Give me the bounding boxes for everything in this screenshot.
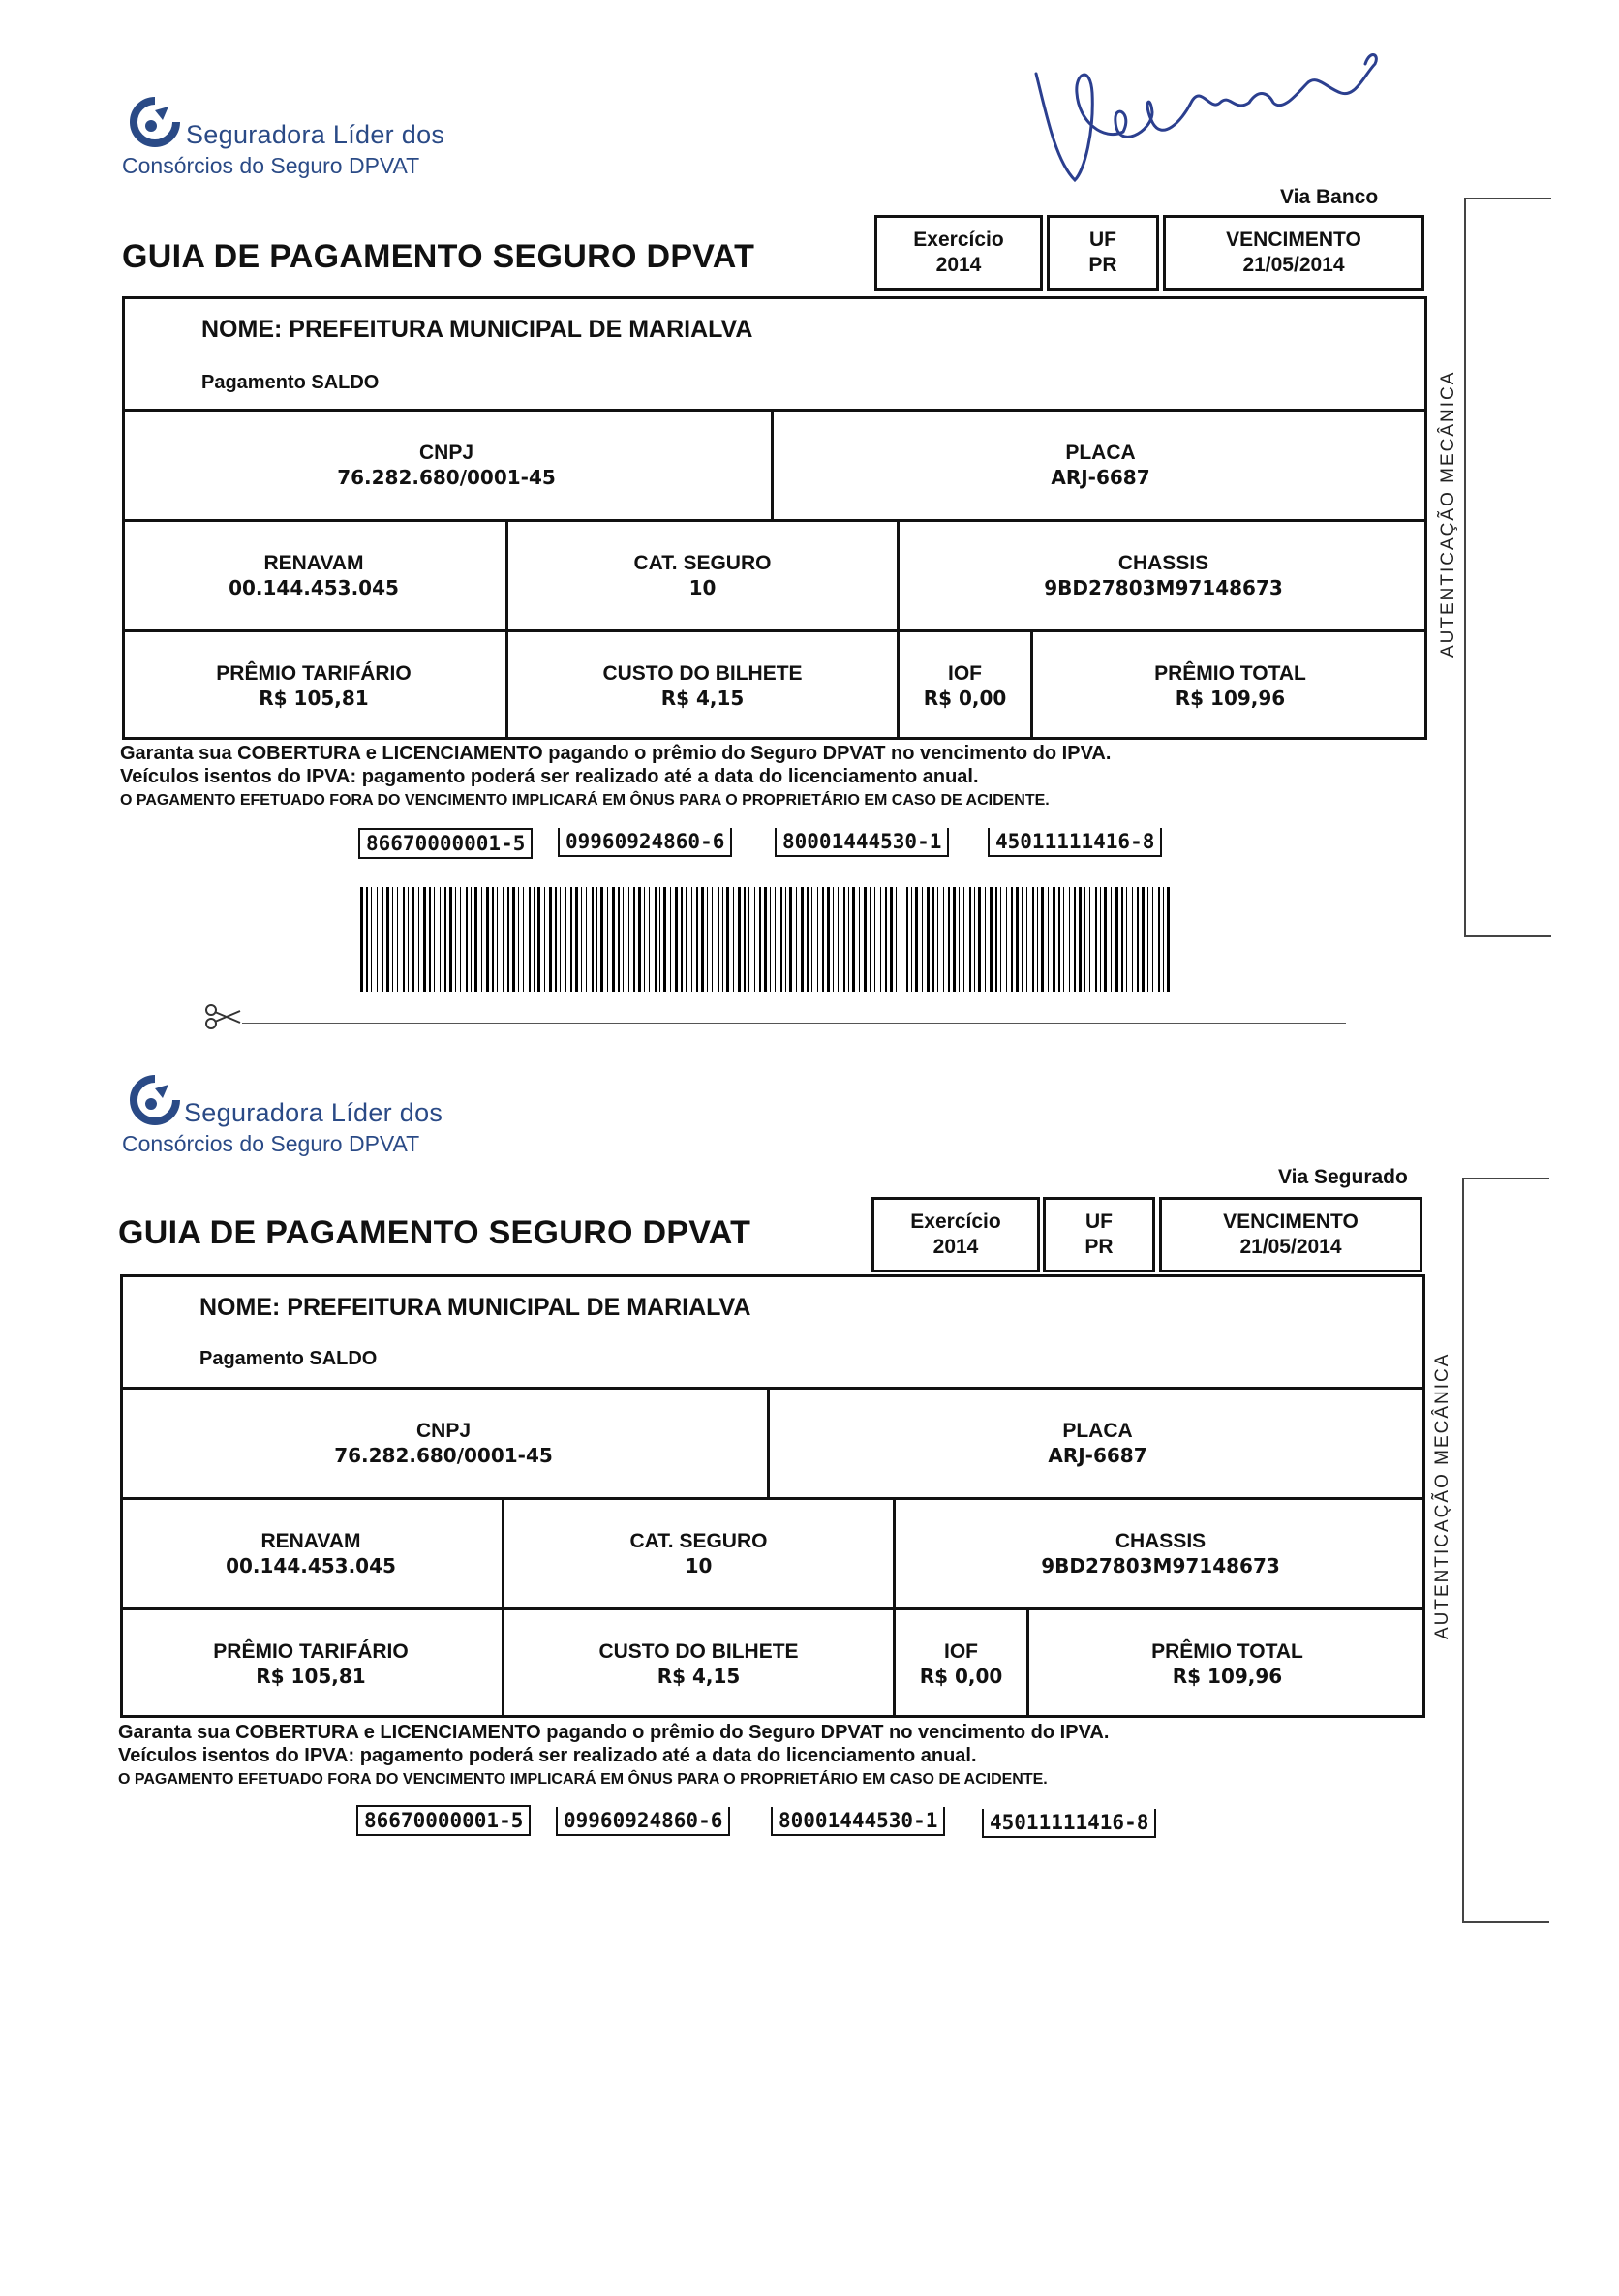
barcode-bar bbox=[896, 887, 897, 992]
placa-value: ARJ-6687 bbox=[1048, 1444, 1147, 1468]
barcode-bar bbox=[655, 887, 657, 992]
barcode-bar bbox=[518, 887, 519, 992]
chassis-cell bbox=[896, 1500, 1425, 1607]
barcode-bar bbox=[770, 887, 771, 992]
barcode-bar bbox=[807, 887, 809, 992]
premio-total-label: PRÊMIO TOTAL bbox=[1154, 661, 1306, 685]
custo-bilhete-label: CUSTO DO BILHETE bbox=[598, 1639, 799, 1663]
barcode-bar bbox=[927, 887, 930, 992]
barcode-bar bbox=[570, 887, 572, 992]
barcode-bar bbox=[754, 887, 755, 992]
barcode-bar bbox=[628, 887, 629, 992]
barcode-bar bbox=[1084, 887, 1085, 992]
pagamento-field: Pagamento SALDO bbox=[199, 1348, 378, 1369]
custo-bilhete-cell bbox=[504, 1610, 893, 1718]
placa-value: ARJ-6687 bbox=[1051, 466, 1150, 490]
barcode-bar bbox=[780, 887, 782, 992]
barcode-bar bbox=[612, 887, 615, 992]
barcode-bar bbox=[549, 887, 552, 992]
custo-bilhete-value: R$ 4,15 bbox=[657, 1665, 741, 1689]
chassis-cell bbox=[900, 522, 1427, 629]
cnpj-value: 76.282.680/0001-45 bbox=[334, 1444, 553, 1468]
notice-isentos: Veículos isentos do IPVA: pagamento poderá ser realizado até a data do licenciamento anual. bbox=[120, 766, 979, 787]
digitable-field-1: 86670000001-5 bbox=[358, 828, 533, 859]
barcode-bar bbox=[822, 887, 824, 992]
digitable-field-3: 80001444530-1 bbox=[771, 1807, 945, 1836]
nome-field: NOME: PREFEITURA MUNICIPAL DE MARIALVA bbox=[201, 316, 753, 343]
autenticacao-label: AUTENTICAÇÃO MECÂNICA bbox=[1438, 370, 1458, 658]
barcode-bar bbox=[1032, 887, 1034, 992]
digitable-field-4: 45011111416-8 bbox=[982, 1809, 1156, 1838]
chassis-value: 9BD27803M97148673 bbox=[1044, 576, 1283, 600]
barcode-bar bbox=[943, 887, 944, 992]
barcode-bar bbox=[592, 887, 594, 992]
digitable-field-3: 80001444530-1 bbox=[775, 828, 949, 857]
company-name: Seguradora Líder dos bbox=[186, 120, 445, 149]
barcode-bar bbox=[1163, 887, 1164, 992]
cnpj-label: CNPJ bbox=[418, 441, 474, 464]
exercicio-value: 2014 bbox=[932, 1236, 979, 1258]
barcode-bar bbox=[733, 887, 734, 992]
vencimento-label: VENCIMENTO bbox=[1223, 1209, 1359, 1233]
barcode-bar bbox=[418, 887, 419, 992]
barcode-bar bbox=[555, 887, 557, 992]
barcode-bar bbox=[392, 887, 393, 992]
uf-label: UF bbox=[1089, 228, 1116, 251]
barcode-bar bbox=[565, 887, 566, 992]
barcode-bar bbox=[581, 887, 582, 992]
barcode-bar bbox=[1121, 887, 1123, 992]
barcode-bar bbox=[785, 887, 786, 992]
premio-total-cell bbox=[1033, 632, 1427, 740]
barcode-bar bbox=[848, 887, 849, 992]
barcode-bar bbox=[995, 887, 997, 992]
barcode-bar bbox=[1142, 887, 1145, 992]
barcode-bar bbox=[408, 887, 409, 992]
premio-total-value: R$ 109,96 bbox=[1172, 1665, 1283, 1689]
renavam-cell bbox=[120, 1500, 502, 1607]
iof-label: IOF bbox=[948, 661, 982, 685]
cat-seguro-cell bbox=[504, 1500, 893, 1607]
barcode-bar bbox=[638, 887, 641, 992]
cut-line bbox=[242, 1023, 1346, 1024]
barcode-bar bbox=[1167, 887, 1170, 992]
premio-total-value: R$ 109,96 bbox=[1175, 687, 1286, 711]
barcode-bar bbox=[744, 887, 746, 992]
via-label: Via Segurado bbox=[1278, 1166, 1408, 1188]
cnpj-value: 76.282.680/0001-45 bbox=[337, 466, 556, 490]
barcode-bar bbox=[544, 887, 545, 992]
barcode-bar bbox=[1152, 887, 1153, 992]
barcode-bar bbox=[801, 887, 804, 992]
iof-label: IOF bbox=[944, 1639, 978, 1663]
iof-cell bbox=[896, 1610, 1026, 1718]
premio-total-cell bbox=[1029, 1610, 1425, 1718]
barcode-bar bbox=[644, 887, 645, 992]
vencimento-box bbox=[1159, 1197, 1422, 1272]
barcode-bar bbox=[838, 887, 839, 992]
barcode-bar bbox=[833, 887, 834, 992]
barcode-bar bbox=[449, 887, 452, 992]
barcode-bar bbox=[722, 887, 723, 992]
exercicio-label: Exercício bbox=[910, 1209, 1001, 1233]
barcode-bar bbox=[1048, 887, 1049, 992]
barcode-bar bbox=[827, 887, 830, 992]
barcode-bar bbox=[959, 887, 960, 992]
barcode-bar bbox=[1069, 887, 1070, 992]
barcode-bar bbox=[1111, 887, 1112, 992]
barcode-bar bbox=[843, 887, 845, 992]
barcode-bar bbox=[537, 887, 540, 992]
iof-cell bbox=[900, 632, 1030, 740]
barcode-bar bbox=[412, 887, 414, 992]
uf-box bbox=[1043, 1197, 1155, 1272]
barcode-bar bbox=[481, 887, 482, 992]
barcode-bar bbox=[707, 887, 708, 992]
barcode-bar bbox=[471, 887, 472, 992]
exercicio-box bbox=[874, 215, 1043, 291]
barcode-bar bbox=[1126, 887, 1127, 992]
notice-cobertura: Garanta sua COBERTURA e LICENCIAMENTO pagando o prêmio do Seguro DPVAT no vencimento do IPVA. bbox=[118, 1722, 1110, 1743]
uf-box bbox=[1047, 215, 1159, 291]
barcode-bar bbox=[586, 887, 587, 992]
barcode bbox=[360, 887, 1170, 992]
cnpj-cell bbox=[122, 412, 771, 519]
cnpj-label: CNPJ bbox=[415, 1419, 472, 1442]
barcode-bar bbox=[1063, 887, 1064, 992]
barcode-bar bbox=[963, 887, 964, 992]
digitable-field-4: 45011111416-8 bbox=[988, 828, 1162, 857]
barcode-bar bbox=[953, 887, 956, 992]
barcode-bar bbox=[497, 887, 498, 992]
exercicio-value: 2014 bbox=[935, 254, 982, 276]
barcode-bar bbox=[492, 887, 494, 992]
exercicio-label: Exercício bbox=[913, 228, 1004, 251]
barcode-bar bbox=[663, 887, 666, 992]
barcode-bar bbox=[460, 887, 461, 992]
barcode-bar bbox=[990, 887, 993, 992]
premio-tarifario-cell bbox=[122, 632, 505, 740]
chassis-value: 9BD27803M97148673 bbox=[1041, 1554, 1280, 1578]
barcode-bar bbox=[718, 887, 719, 992]
cat-seguro-cell bbox=[508, 522, 897, 629]
barcode-bar bbox=[1095, 887, 1097, 992]
barcode-bar bbox=[985, 887, 986, 992]
barcode-bar bbox=[466, 887, 468, 992]
notice-isentos: Veículos isentos do IPVA: pagamento poderá ser realizado até a data do licenciamento anual. bbox=[118, 1745, 977, 1766]
barcode-bar bbox=[618, 887, 620, 992]
barcode-bar bbox=[386, 887, 389, 992]
barcode-bar bbox=[691, 887, 692, 992]
barcode-bar bbox=[659, 887, 660, 992]
barcode-bar bbox=[1000, 887, 1001, 992]
company-subtitle: Consórcios do Seguro DPVAT bbox=[122, 1131, 420, 1156]
barcode-bar bbox=[1137, 887, 1139, 992]
barcode-bar bbox=[1074, 887, 1076, 992]
uf-value: PR bbox=[1084, 1236, 1114, 1258]
iof-value: R$ 0,00 bbox=[919, 1665, 1003, 1689]
renavam-cell bbox=[122, 522, 505, 629]
barcode-bar bbox=[560, 887, 561, 992]
barcode-bar bbox=[507, 887, 509, 992]
barcode-bar bbox=[512, 887, 515, 992]
barcode-bar bbox=[444, 887, 446, 992]
barcode-bar bbox=[403, 887, 405, 992]
uf-label: UF bbox=[1085, 1209, 1113, 1233]
barcode-bar bbox=[1041, 887, 1044, 992]
scissors-icon bbox=[203, 1003, 242, 1030]
barcode-bar bbox=[1011, 887, 1013, 992]
placa-cell bbox=[770, 1390, 1425, 1497]
notice-fora-vencimento: O PAGAMENTO EFETUADO FORA DO VENCIMENTO IMPLICARÁ EM ÔNUS PARA O PROPRIETÁRIO EM CASO DE ACIDENTE. bbox=[120, 792, 1050, 809]
barcode-bar bbox=[486, 887, 489, 992]
barcode-bar bbox=[523, 887, 524, 992]
barcode-bar bbox=[1104, 887, 1107, 992]
vencimento-label: VENCIMENTO bbox=[1226, 228, 1361, 251]
digitable-field-2: 09960924860-6 bbox=[556, 1807, 730, 1836]
barcode-bar bbox=[864, 887, 867, 992]
barcode-bar bbox=[529, 887, 531, 992]
barcode-bar bbox=[775, 887, 776, 992]
barcode-bar bbox=[974, 887, 975, 992]
seguradora-logo-icon bbox=[130, 1075, 180, 1125]
barcode-bar bbox=[366, 887, 368, 992]
uf-value: PR bbox=[1088, 254, 1117, 276]
placa-label: PLACA bbox=[1062, 1419, 1133, 1442]
barcode-bar bbox=[607, 887, 608, 992]
chassis-label: CHASSIS bbox=[1117, 551, 1209, 574]
company-name: Seguradora Líder dos bbox=[184, 1098, 443, 1127]
placa-cell bbox=[774, 412, 1427, 519]
renavam-value: 00.144.453.045 bbox=[229, 576, 399, 600]
barcode-bar bbox=[796, 887, 797, 992]
barcode-bar bbox=[670, 887, 671, 992]
barcode-bar bbox=[859, 887, 860, 992]
barcode-bar bbox=[1006, 887, 1007, 992]
barcode-bar bbox=[1053, 887, 1055, 992]
digitable-field-1: 86670000001-5 bbox=[356, 1805, 531, 1836]
barcode-bar bbox=[503, 887, 504, 992]
barcode-bar bbox=[1100, 887, 1101, 992]
barcode-bar bbox=[1016, 887, 1019, 992]
barcode-bar bbox=[1147, 887, 1148, 992]
barcode-bar bbox=[937, 887, 938, 992]
barcode-bar bbox=[890, 887, 893, 992]
barcode-bar bbox=[423, 887, 426, 992]
barcode-bar bbox=[397, 887, 398, 992]
barcode-bar bbox=[623, 887, 624, 992]
barcode-bar bbox=[1058, 887, 1060, 992]
seguradora-logo-icon bbox=[130, 97, 180, 147]
barcode-bar bbox=[371, 887, 372, 992]
barcode-bar bbox=[852, 887, 855, 992]
barcode-bar bbox=[596, 887, 597, 992]
barcode-bar bbox=[1026, 887, 1027, 992]
barcode-bar bbox=[885, 887, 887, 992]
barcode-bar bbox=[1089, 887, 1090, 992]
barcode-bar bbox=[377, 887, 378, 992]
barcode-bar bbox=[712, 887, 713, 992]
premio-tarifario-cell bbox=[120, 1610, 502, 1718]
renavam-label: RENAVAM bbox=[263, 551, 364, 574]
barcode-bar bbox=[748, 887, 749, 992]
barcode-bar bbox=[696, 887, 698, 992]
barcode-bar bbox=[911, 887, 912, 992]
signature bbox=[1007, 35, 1530, 190]
barcode-bar bbox=[922, 887, 923, 992]
renavam-label: RENAVAM bbox=[260, 1529, 361, 1552]
barcode-bar bbox=[759, 887, 761, 992]
barcode-bar bbox=[789, 887, 792, 992]
barcode-bar bbox=[429, 887, 431, 992]
custo-bilhete-value: R$ 4,15 bbox=[660, 687, 745, 711]
barcode-bar bbox=[701, 887, 704, 992]
premio-total-label: PRÊMIO TOTAL bbox=[1151, 1639, 1303, 1663]
barcode-bar bbox=[738, 887, 741, 992]
autenticacao-bracket bbox=[1464, 198, 1551, 937]
premio-tarifario-label: PRÊMIO TARIFÁRIO bbox=[216, 661, 412, 685]
barcode-bar bbox=[874, 887, 875, 992]
barcode-bar bbox=[1115, 887, 1118, 992]
barcode-bar bbox=[948, 887, 950, 992]
barcode-bar bbox=[534, 887, 535, 992]
notice-fora-vencimento: O PAGAMENTO EFETUADO FORA DO VENCIMENTO IMPLICARÁ EM ÔNUS PARA O PROPRIETÁRIO EM CASO DE ACIDENTE. bbox=[118, 1771, 1048, 1788]
cnpj-cell bbox=[120, 1390, 767, 1497]
barcode-bar bbox=[360, 887, 363, 992]
barcode-bar bbox=[870, 887, 871, 992]
barcode-bar bbox=[681, 887, 683, 992]
barcode-bar bbox=[434, 887, 435, 992]
cat-seguro-label: CAT. SEGURO bbox=[633, 551, 772, 574]
barcode-bar bbox=[382, 887, 383, 992]
autenticacao-label: AUTENTICAÇÃO MECÂNICA bbox=[1432, 1352, 1452, 1639]
barcode-bar bbox=[932, 887, 934, 992]
cat-seguro-value: 10 bbox=[688, 576, 717, 600]
barcode-bar bbox=[474, 887, 477, 992]
barcode-bar bbox=[440, 887, 441, 992]
page-title: GUIA DE PAGAMENTO SEGURO DPVAT bbox=[118, 1214, 751, 1251]
barcode-bar bbox=[649, 887, 650, 992]
barcode-bar bbox=[1132, 887, 1133, 992]
barcode-bar bbox=[1079, 887, 1082, 992]
barcode-bar bbox=[575, 887, 578, 992]
barcode-bar bbox=[686, 887, 687, 992]
barcode-bar bbox=[455, 887, 456, 992]
premio-tarifario-value: R$ 105,81 bbox=[256, 1665, 366, 1689]
barcode-bar bbox=[1158, 887, 1160, 992]
barcode-bar bbox=[1037, 887, 1038, 992]
cat-seguro-label: CAT. SEGURO bbox=[629, 1529, 768, 1552]
nome-field: NOME: PREFEITURA MUNICIPAL DE MARIALVA bbox=[199, 1294, 751, 1321]
vencimento-box bbox=[1163, 215, 1424, 291]
barcode-bar bbox=[978, 887, 981, 992]
barcode-bar bbox=[633, 887, 635, 992]
cat-seguro-value: 10 bbox=[685, 1554, 713, 1578]
notice-cobertura: Garanta sua COBERTURA e LICENCIAMENTO pagando o prêmio do Seguro DPVAT no vencimento do IPVA. bbox=[120, 743, 1112, 764]
custo-bilhete-label: CUSTO DO BILHETE bbox=[602, 661, 803, 685]
barcode-bar bbox=[675, 887, 678, 992]
barcode-bar bbox=[600, 887, 603, 992]
exercicio-box bbox=[871, 1197, 1040, 1272]
barcode-bar bbox=[811, 887, 812, 992]
barcode-bar bbox=[915, 887, 918, 992]
chassis-label: CHASSIS bbox=[1115, 1529, 1207, 1552]
barcode-bar bbox=[726, 887, 729, 992]
autenticacao-bracket bbox=[1462, 1178, 1549, 1923]
barcode-bar bbox=[1022, 887, 1023, 992]
vencimento-value: 21/05/2014 bbox=[1239, 1236, 1342, 1258]
barcode-bar bbox=[880, 887, 881, 992]
via-label: Via Banco bbox=[1280, 186, 1379, 208]
barcode-bar bbox=[969, 887, 971, 992]
barcode-bar bbox=[817, 887, 818, 992]
custo-bilhete-cell bbox=[508, 632, 897, 740]
barcode-bar bbox=[764, 887, 767, 992]
premio-tarifario-value: R$ 105,81 bbox=[259, 687, 369, 711]
premio-tarifario-label: PRÊMIO TARIFÁRIO bbox=[213, 1639, 409, 1663]
pagamento-field: Pagamento SALDO bbox=[201, 372, 380, 393]
company-subtitle: Consórcios do Seguro DPVAT bbox=[122, 153, 420, 178]
renavam-value: 00.144.453.045 bbox=[226, 1554, 396, 1578]
digitable-field-2: 09960924860-6 bbox=[558, 828, 732, 857]
barcode-bar bbox=[906, 887, 908, 992]
iof-value: R$ 0,00 bbox=[923, 687, 1007, 711]
vencimento-value: 21/05/2014 bbox=[1242, 254, 1345, 276]
page-title: GUIA DE PAGAMENTO SEGURO DPVAT bbox=[122, 238, 755, 275]
placa-label: PLACA bbox=[1065, 441, 1136, 464]
